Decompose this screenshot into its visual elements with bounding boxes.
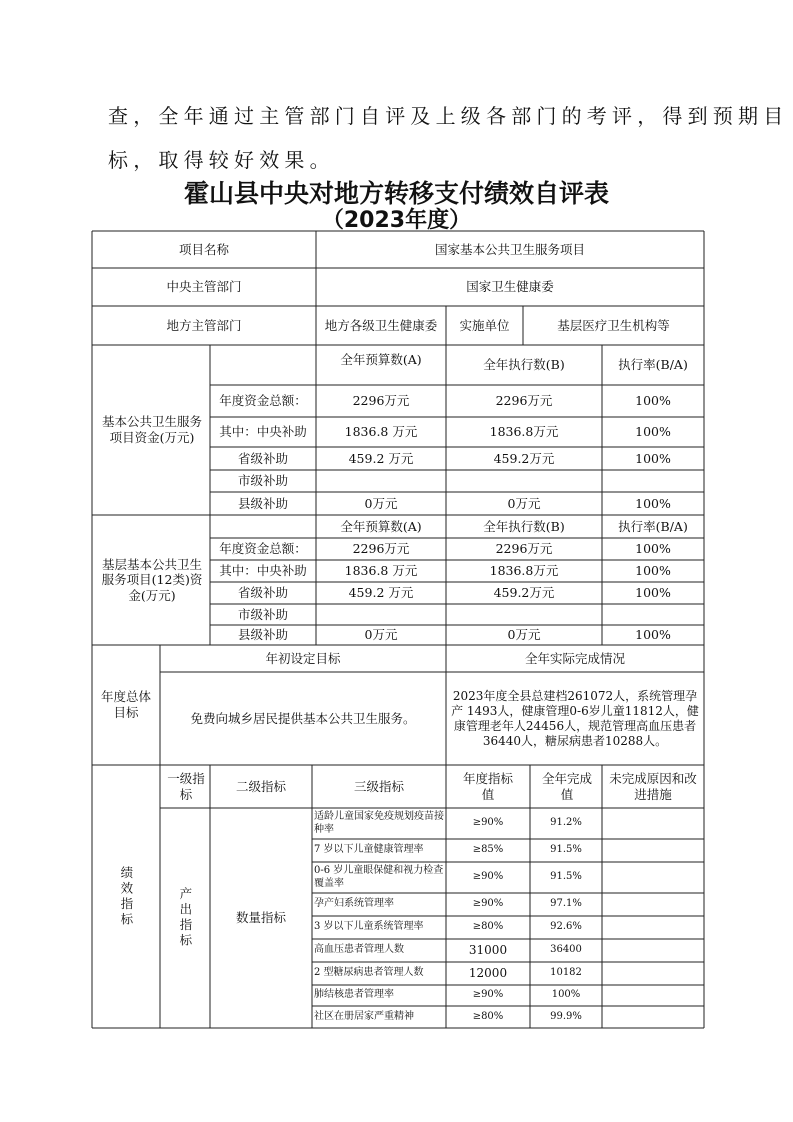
fund-section-2-label: 基层基本公共卫生服务项目(12类)资金(万元) (101, 556, 203, 603)
local-dept-label: 地方主管部门 (166, 317, 242, 333)
fund-2-row-executed (446, 604, 602, 625)
fund-2-row-budget (316, 604, 446, 625)
page-subtitle: （2023年度） (321, 208, 472, 233)
indicator-actual: 99.9% (550, 1010, 582, 1022)
fund-2-row-label: 县级补助 (237, 627, 288, 643)
goals-actual-header: 全年实际完成情况 (524, 650, 625, 666)
fund-1-row-rate (602, 470, 704, 492)
intro-line-1: 查，全年通过主管部门自评及上级各部门的考评，得到预期目 (108, 104, 789, 128)
indicator-name: 孕产妇系统管理率 (314, 898, 394, 910)
project-name-value: 国家基本公共卫生服务项目 (434, 241, 585, 257)
indicator-name: 适龄儿童国家免疫规划疫苗接种率 (314, 811, 444, 835)
indicator-name: 高血压患者管理人数 (314, 944, 404, 956)
fund-1-row-budget: 1836.8 万元 (344, 424, 418, 440)
fund-1-row-executed (446, 470, 602, 492)
fund-1-row-executed: 1836.8万元 (489, 424, 559, 440)
indicator-target: 12000 (468, 966, 508, 980)
page-title: 霍山县中央对地方转移支付绩效自评表 (183, 179, 609, 208)
indicator-name: 0-6 岁儿童眼保健和视力检查覆盖率 (314, 865, 444, 889)
fund-section-1-label: 基本公共卫生服务项目资金(万元) (101, 414, 202, 445)
indicator-actual: 91.2% (550, 817, 582, 829)
indicator-target: ≥80% (472, 1010, 504, 1022)
indicator-actual: 92.6% (550, 921, 582, 933)
fund-2-row-budget: 459.2 万元 (348, 585, 414, 601)
fund-2-col-rate: 执行率(B/A) (618, 518, 688, 534)
goals-initial-header: 年初设定目标 (265, 650, 341, 666)
col-level2: 二级指标 (235, 778, 286, 794)
fund-1-row-rate: 100% (635, 393, 671, 409)
fund-1-row-rate: 100% (635, 424, 671, 440)
fund-2-row-label: 年度资金总额： (219, 541, 307, 557)
indicator-actual: 91.5% (550, 844, 582, 856)
indicator-actual: 10182 (550, 967, 582, 979)
fund-2-row-executed: 459.2万元 (493, 585, 555, 601)
level1-value: 产出指标 (177, 887, 193, 949)
fund-2-row-budget: 1836.8 万元 (344, 563, 418, 579)
project-name-label: 项目名称 (178, 241, 229, 257)
fund-1-row-budget: 459.2 万元 (348, 450, 414, 466)
fund-2-row-budget: 2296万元 (352, 541, 410, 557)
fund-2-row-rate: 100% (635, 541, 671, 557)
level2-value: 数量指标 (235, 910, 286, 926)
fund-1-row-executed: 2296万元 (495, 393, 553, 409)
fund-1-col-budget: 全年预算数(A) (340, 352, 422, 368)
fund-2-row-executed: 2296万元 (495, 541, 553, 557)
indicator-target: ≥85% (472, 844, 504, 856)
indicator-actual: 91.5% (550, 871, 582, 883)
fund-2-col-budget: 全年预算数(A) (340, 518, 422, 534)
fund-1-row-label: 县级补助 (237, 495, 288, 511)
central-dept-value: 国家卫生健康委 (466, 279, 554, 295)
indicator-actual: 100% (551, 989, 581, 1001)
fund-2-row-rate: 100% (635, 563, 671, 579)
impl-unit-label: 实施单位 (459, 317, 510, 333)
goals-actual-text: 2023年度全县总建档261072人，系统管理孕产 1493人，健康管理0-6岁儿童11812人，健康管理老年人24456人，规范管理高血压患者36440人，糖尿病患者10288人。 (451, 688, 699, 748)
fund-2-col-executed: 全年执行数(B) (483, 518, 565, 534)
indicator-name: 肺结核患者管理率 (314, 989, 394, 1001)
indicator-name: 7 岁以下儿童健康管理率 (314, 844, 424, 856)
fund-1-row-label: 其中：中央补助 (219, 424, 307, 440)
col-target: 年度指标值 (462, 770, 513, 802)
indicator-actual: 97.1% (550, 898, 582, 910)
fund-1-row-rate: 100% (635, 450, 671, 466)
indicator-target: ≥90% (472, 989, 504, 1001)
indicator-target: 31000 (468, 943, 508, 957)
fund-2-row-rate: 100% (635, 585, 671, 601)
goals-initial-text: 免费向城乡居民提供基本公共卫生服务。 (190, 710, 416, 726)
fund-1-row-label: 年度资金总额： (219, 393, 307, 409)
local-dept-value: 地方各级卫生健康委 (324, 317, 438, 333)
fund-2-row-executed: 0万元 (507, 627, 541, 643)
fund-1-row-label: 省级补助 (237, 450, 288, 466)
fund-1-row-executed: 459.2万元 (493, 450, 555, 466)
fund-1-row-executed: 0万元 (507, 495, 541, 511)
fund-2-row-rate: 100% (635, 627, 671, 643)
fund-2-row-executed: 1836.8万元 (489, 563, 559, 579)
impl-unit-value: 基层医疗卫生机构等 (557, 317, 670, 333)
col-level1: 一级指标 (167, 770, 205, 802)
indicator-name: 2 型糖尿病患者管理人数 (314, 967, 424, 979)
fund-2-row-label: 其中：中央补助 (219, 563, 307, 579)
indicator-name: 社区在册居家严重精神 (314, 1010, 414, 1022)
intro-line-2: 标，取得较好效果。 (108, 148, 335, 172)
fund-1-row-label: 市级补助 (237, 473, 288, 489)
fund-2-row-budget: 0万元 (364, 627, 398, 643)
fund-1-row-budget: 0万元 (364, 495, 398, 511)
indicator-target: ≥90% (472, 898, 504, 910)
fund-1-row-budget: 2296万元 (352, 393, 410, 409)
fund-1-row-budget (316, 470, 446, 492)
indicator-name: 3 岁以下儿童系统管理率 (314, 921, 424, 933)
indicators-label: 绩效指标 (118, 865, 134, 928)
col-level3: 三级指标 (353, 778, 404, 794)
central-dept-label: 中央主管部门 (166, 279, 242, 295)
indicator-target: ≥90% (472, 871, 504, 883)
fund-1-row-rate: 100% (635, 495, 671, 511)
fund-2-row-label: 市级补助 (237, 606, 288, 622)
col-reason: 未完成原因和改进措施 (609, 770, 697, 802)
indicator-target: ≥80% (472, 921, 504, 933)
col-actual: 全年完成值 (541, 770, 592, 802)
goals-label: 年度总体目标 (100, 689, 151, 720)
fund-2-row-label: 省级补助 (237, 585, 288, 601)
fund-2-row-rate (602, 604, 704, 625)
indicator-target: ≥90% (472, 817, 504, 829)
indicator-actual: 36400 (550, 944, 582, 956)
fund-1-col-rate: 执行率(B/A) (618, 357, 688, 373)
fund-1-col-executed: 全年执行数(B) (483, 357, 565, 373)
